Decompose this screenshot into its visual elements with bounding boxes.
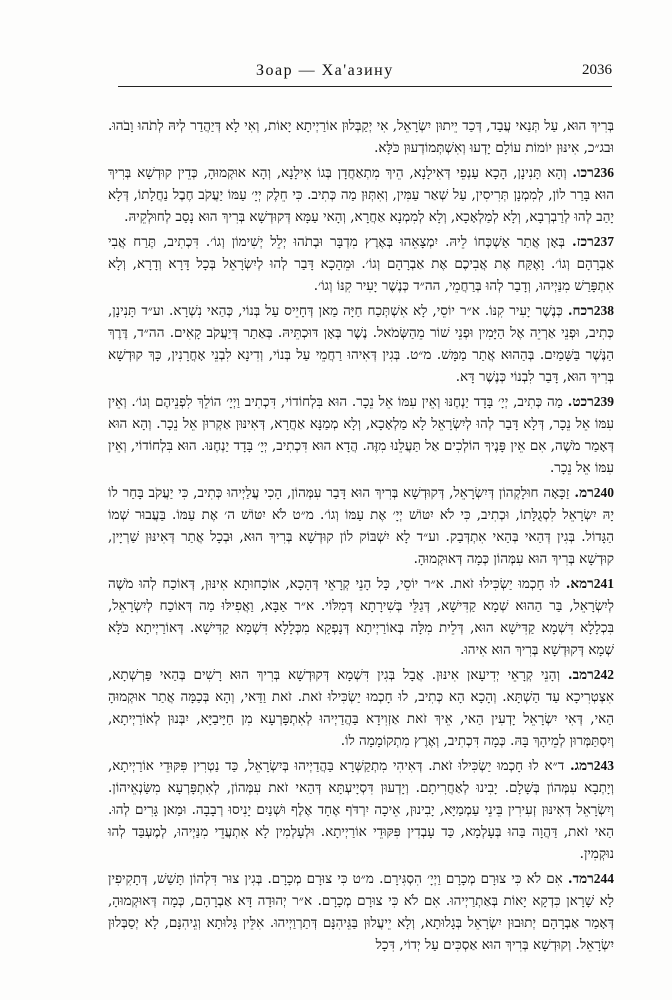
paragraph-number: 239 bbox=[593, 394, 614, 409]
paragraph-heading: רכז. bbox=[572, 234, 594, 250]
page-header bbox=[118, 62, 612, 86]
paragraph-number: 242 bbox=[593, 667, 614, 682]
paragraph-text: זַכָּאָה חוּלָקְהוֹן דְּיִשְׂרָאֵל, דְּקוּדְשָׁא בְּרִיךְ הוּא דָּבַר עִמְּהוֹן, הָכִי עֲלַיְיהוּ כְּתִיב, כִּי יַעֲקֹב בָּחַר לוֹ יָהּ יִשְׂרָאֵל לִסְגֻלָּתוֹ, וּכְתִיב, כִּי לֹא יִטּוֹשׁ יְיָ׳ אֶת עַמּוֹ וְגוֹ׳. מ״ט לֹא יִטּוֹשׁ ה׳ אֶת עַמּוֹ. בַּעֲבוּר שְׁמוֹ הַגָּדוֹל. בְּגִין דְּהַאי בְּהַאי אִתְדְּבַק. וע״ד לָא יִשְׁבּוֹק לוֹן קוּדְשָׁא בְּרִיךְ הוּא, וּבְכָל אֲתַר דְּאִינּוּן שַׁרְיָין, קוּדְשָׁא בְּרִיךְ הוּא עִמְּהוֹן כְּמָה דְּאוּקְמוּהָ. bbox=[108, 485, 614, 567]
paragraph-238 bbox=[108, 300, 614, 388]
paragraph-heading: רמג. bbox=[569, 758, 594, 774]
paragraph-continuation bbox=[108, 115, 614, 159]
paragraph-number: 244 bbox=[593, 871, 614, 886]
paragraph-236 bbox=[108, 162, 614, 228]
body-text bbox=[108, 115, 614, 959]
paragraph-241 bbox=[108, 573, 614, 661]
paragraph-number: 236 bbox=[593, 165, 614, 180]
paragraph-heading: רמא. bbox=[565, 576, 594, 592]
paragraph-number: 243 bbox=[593, 758, 614, 773]
paragraph-heading: רמב. bbox=[567, 667, 594, 683]
page-number: 2036 bbox=[582, 62, 612, 78]
paragraph-244 bbox=[108, 868, 614, 956]
paragraph-heading: רכח. bbox=[567, 303, 594, 319]
paragraph-heading: רכט. bbox=[567, 394, 594, 410]
paragraph-text: מַה כְּתִיב, יְיָ׳ בָּדָד יַנְחֶנּוּ וְאֵין עִמּוֹ אֵל נֵכָר. הוּא בִּלְחוֹדוֹי, דִּכְתִיב וַיְיָ׳ הוֹלֵךְ לִפְנֵיהֶם וְגוֹ׳. וְאֵין עִמּוֹ אֵל נֵכָר, דְּלָא דָּבַר לְהוּ לְיִשְׂרָאֵל לָא מַלְאָכָא, וְלָא מְמַנָּא אַחֲרָא, דְּאִינּוּן אַקְרוּן אֵל נֵכָר. וְהָא הוּא דְּאָמַר מֹשֶׁה, אִם אֵין פָּנֶיךָ הוֹלְכִים אַל תַּעֲלֵנוּ מִזֶּה. הֲדָא הוּא דִּכְתִיב, יְיָ׳ בָּדָד יַנְחֶנּוּ. הוּא בִּלְחוֹדוֹי, וְאֵין עִמּוֹ אֵל נֵכָר. bbox=[108, 394, 614, 476]
paragraph-text: בְּרִיךְ הוּא, עַל תְּנַאי עֲבַד, דְּכַד יֵיתוּן יִשְׂרָאֵל, אִי יְקַבְּלוּן אוֹרַיְיתָא יָאוֹת, וְאִי לָא דְּיַהֲדַר לְיהּ לְתֹהוּ וָבֹהוּ. וּבג״כ, אִינּוּן יוֹמוֹת עוֹלָם יָדְעוּ וְאִשְׁתְּמוֹדְעוּן כֹּלָּא. bbox=[108, 118, 614, 156]
header-rule bbox=[118, 86, 612, 87]
paragraph-text: וְהָא תָּנִינָן, הָכָא עַנְפֵי דְּאִילָנָא, הֵיךְ מִתְאַחֲדָן בְּגוֹ אִילָנָא, וְהָא אוּקְמוּהָ, כְּדֵין קוּדְשָׁא בְּרִיךְ הוּא בָּרַר לוֹן, לְמִמְנָן תְּרִיסִין, עַל שְׁאַר עַמִּין, וְאִתְּוּן מַה כְּתִיב. כִּי חֵלֶק יְיָ׳ עַמּוֹ יַעֲקֹב חֶבֶל נַחֲלָתוֹ, דְּלָא יָהַב לְהוּ לְרַבְרְבָא, וְלָא לְמַלְאָכָא, וְלָא לְמִמְנָא אַחֲרָא, וְהָאי עַמָּא דְּקוּדְשָׁא בְּרִיךְ הוּא נָסַב לְחוּלְקֵיהּ. bbox=[108, 165, 614, 225]
paragraph-239 bbox=[108, 391, 614, 479]
paragraph-heading: רמ. bbox=[574, 485, 594, 501]
paragraph-240 bbox=[108, 482, 614, 570]
paragraph-text: בְּאָן אֲתַר אַשְׁכְּחוֹ לֵיהּ. יִמְצָאֵהוּ בְּאֶרֶץ מִדְבָּר וּבְתֹהוּ יְלֵל יְשִׁימוֹן וְגוֹ׳. דִּכְתִיב, תֶּרַח אֲבִי אַבְרָהָם וְגוֹ׳. וָאֶקַּח אֶת אֲבִיכֶם אֶת אַבְרָהָם וְגוֹ׳. וּמֵהָכָא דָּבַר לְהוּ לְיִשְׂרָאֵל בְּכָל דָּרָא וְדָרָא, וְלָא אִתְפָּרַשׁ מִנַּיְיהוּ, וְדָבַר לְהוּ בְּרַחֲמֵי, הה״ד כְּנֶשֶׁר יָעִיר קִנּוֹ וְגוֹ׳. bbox=[108, 234, 614, 294]
paragraph-number: 241 bbox=[593, 576, 614, 591]
paragraph-text: וְהָנֵי קְרָאֵי יְדִיעָאן אִינּוּן. אֲבָל בְּגִין דִּשְׁמָא דְּקוּדְשָׁא בְּרִיךְ הוּא רָשִׁים בְּהַאי פַּרְשְׁתָא, אִצְטְרִיכָא עַד הַשְׁתָּא. וְהָכָא הָא כְּתִיב, לוּ חָכְמוּ יַשְׂכִּילוּ זֹאת. זֹאת וַדַּאי, וְהָא בְּכַמָּה אֲתַר אוּקְמוּהָ הַאי, דְּאִי יִשְׂרָאֵל יָדְעִין הַאי, אֵיךְ זֹאת אַזְוִידָא בַּהֲדַיְיהוּ לְאִתְפָּרְעָא מִן חַיָּיבַיָּא, יִבְּנוּן לְאוֹרַיְיתָא, וְיִסְתַּמְּרוּן לְמֵיהָךְ בָּהּ. כְּמָה דִּכְתִיב, וְאֶרֶץ מִתְקוֹמָמָה לוֹ. bbox=[108, 667, 614, 749]
paragraph-text: כְּנֶשֶׁר יָעִיר קִנּוֹ. א״ר יוֹסֵי, לָא אִשְׁתְּכַח חַיָּה מַאן דְּחָיֵיס עַל בְּנוֹי, כְּהַאי נִשְׁרָא. וע״ד תָּנִינָן, כְּתִיב, וּפְנֵי אַרְיֵה אֶל הַיָּמִין וּפְנֵי שׁוֹר מֵהַשְּׂמֹאל. נֶשֶׁר בְּאָן דּוּכְתֵּיהּ. בְּאַתַר דְּיַעֲקֹב קָאִים. הה״ד, דֶּרֶךְ הַנֶּשֶׁר בַּשָּׁמַיִם. בְּהַהוּא אֲתַר מַמָּשׁ. מ״ט. בְּגִין דְּאִיהוּ רַחֲמֵי עַל בְּנוֹי, וְדִינָא לִבְנֵי אָחֳרָנִין, כָּךְ קוּדְשָׁא בְּרִיךְ הוּא, דָּבַר לִבְנוֹי כְּנֶשֶׁר דָּא. bbox=[108, 303, 614, 385]
paragraph-text: ד״א לוּ חָכְמוּ יַשְׂכִּילוּ זֹאת. דְּאִיהִי מִתְקַשְּׁרָא בַּהֲדַיְיהוּ בְּיִשְׂרָאֵל, כַּד נַטְרִין פִּקּוּדֵי אוֹרַיְיתָא, וְיָתְבָא עִמְּהוֹן בְּשָׁלָם. יָבִינוּ לְאַחֲרִיתָם. וְיָדְעוּן דִּסְיָיעְתָּא דְּהַאי זֹאת עִמְּהוֹן, לְאִתְפָּרְעָא מִשַּׂנְאֵיהוֹן. וְיִשְׂרָאֵל דְּאִינּוּן זְעִירִין בֵּינֵי עַמְמַיָּא, יָבִינוּן, אֵיכָה יִרְדֹּף אֶחָד אֶלֶף וּשְׁנַיִם יָנִיסוּ רְבָבָה. וּמַאן גָּרִים לְהוּ. הַאי זֹאת, דַּהֲוָה בַּהוּ בְּעָלְמָא, כַּד עָבְדִין פִּקּוּדֵי אוֹרַיְיתָא. וּלְעָלְמִין לָא אִתְעֲדֵי מִנַּיְיהוּ, לְמֶעְבַּד לְהוּ נוּקְמִין. bbox=[108, 758, 614, 862]
paragraph-heading: רמד. bbox=[567, 871, 594, 887]
paragraph-text: לוּ חָכְמוּ יַשְׂכִּילוּ זֹאת. א״ר יוֹסֵי, כָּל הָנֵי קְרָאֵי דְּהָכָא, אוֹכָחוּתָא אִינּוּן, דְּאוֹכַח לְהוּ מֹשֶׁה לְיִשְׂרָאֵל, בַּר הַהוּא שְׁמָא קַדִּישָׁא, דְּגַלֵּי בְּשִׁירָתָא דְּמִלּוֹי. א״ר אַבָּא, וַאֲפִילּוּ מַה דְּאוֹכַח לְיִשְׂרָאֵל, בִּכְלָלָא דִּשְׁמָא קַדִּישָׁא הוּא, דְּלֵית מִלָּה בְּאוֹרַיְיתָא דְּנָפְקָא מִכְּלָלָא דִּשְׁמָא קַדִּישָׁא. דְּאוֹרַיְיתָא כֹּלָּא שְׁמָא דְּקוּדְשָׁא בְּרִיךְ הוּא אִיהוּ. bbox=[108, 576, 614, 658]
paragraph-number: 238 bbox=[593, 303, 614, 318]
running-head: Зоар — Ха'азину bbox=[256, 62, 394, 79]
paragraph-242 bbox=[108, 664, 614, 752]
paragraph-237 bbox=[108, 231, 614, 297]
paragraph-text: אִם לֹא כִּי צוּרָם מְכָרָם וַיְיָ׳ הִסְגִּירָם. מ״ט כִּי צוּרָם מְכָרָם. בְּגִין צוּר דִּלְהוֹן תָּשַׁשׁ, דְּתָקִיפִין לָא שָׁרָאן כִּדְקָא יָאוֹת בְּאַתְרַיְיהוּ. אִם לֹא כִּי צוּרָם מְכָרָם. א״ר יְהוּדָה דָּא אַבְרָהָם, כְּמָה דְּאוּקְמוּהָ, דְּאָמַר אַבְרָהָם יְתוּבוּן יִשְׂרָאֵל בְּגָלוּתָא, וְלָא יֵיעֲלוּן בַּגֵּיהִנָּם דְּתַרְוַיְיהוּ. אִלֵּין גָּלוּתָא וְגֵיהִנָּם, לָא יְסַבְּלוּן יִשְׂרָאֵל. וְקוּדְשָׁא בְּרִיךְ הוּא אַסְכִּים עַל יְדוֹי, דִּכָל bbox=[108, 871, 614, 953]
paragraph-number: 240 bbox=[593, 485, 614, 500]
paragraph-243 bbox=[108, 755, 614, 865]
paragraph-heading: רכו. bbox=[572, 165, 594, 181]
paragraph-number: 237 bbox=[593, 234, 614, 249]
